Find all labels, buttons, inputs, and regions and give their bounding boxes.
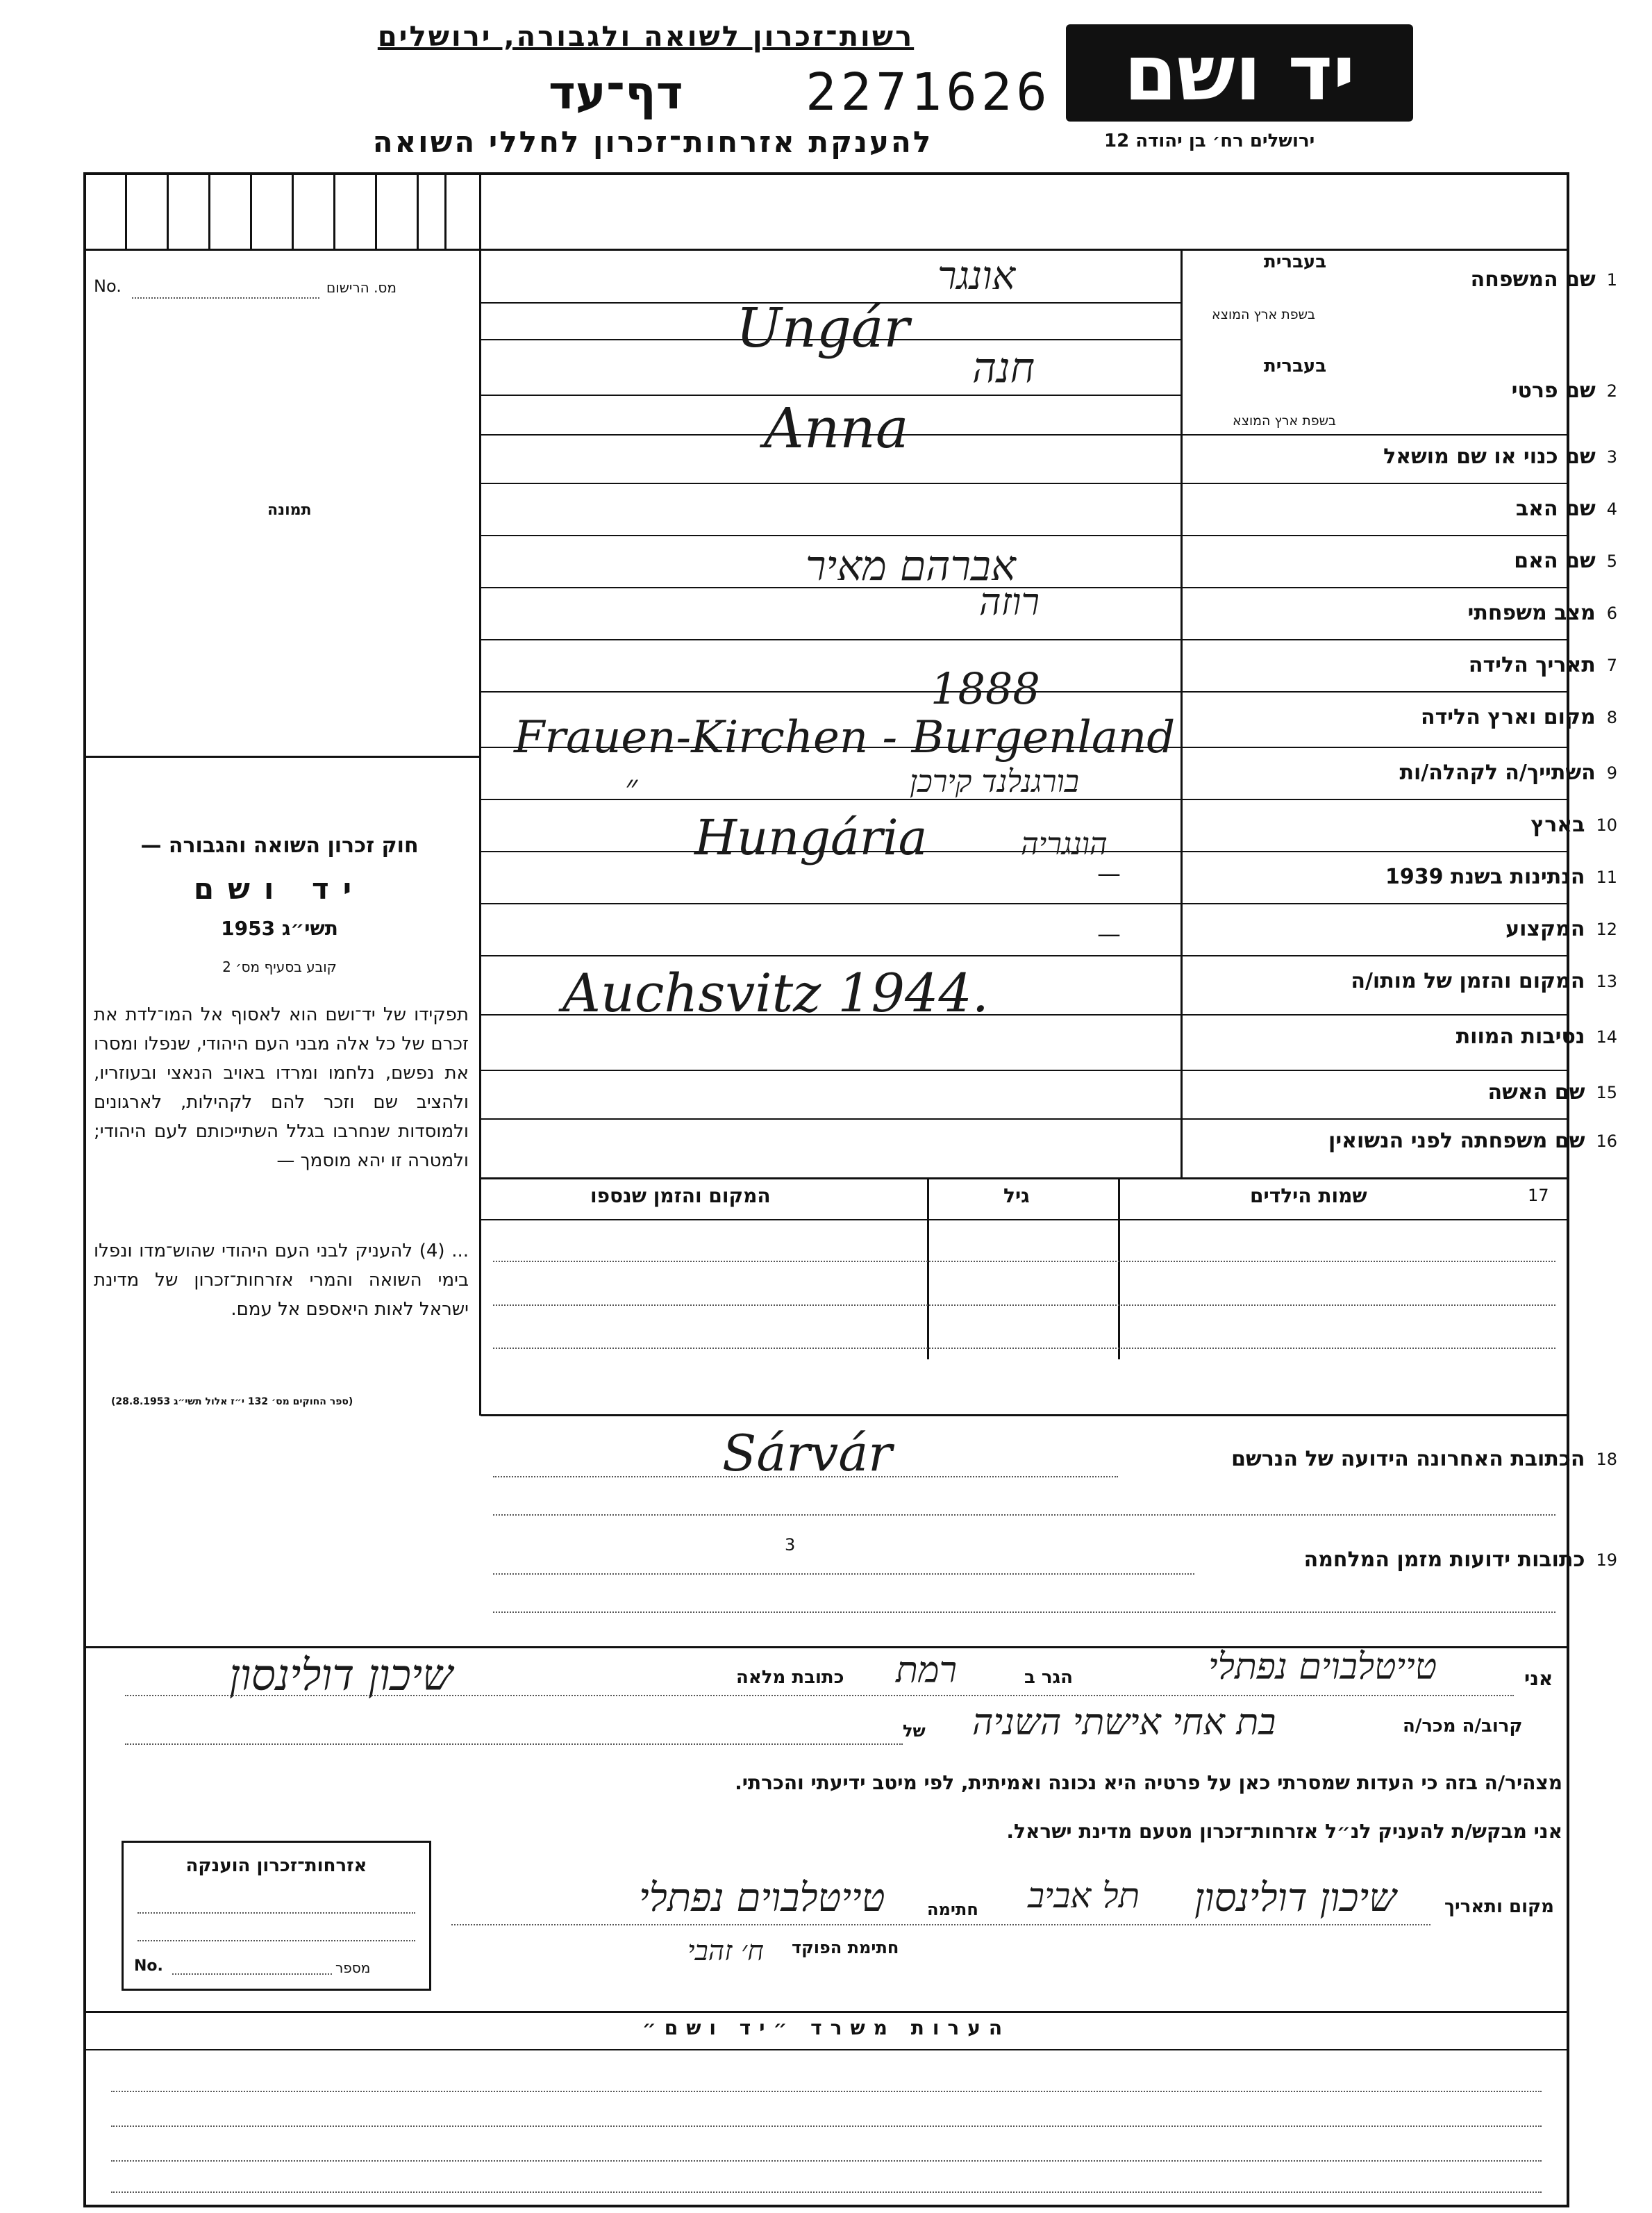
country-hebrew-value: הונגריה [1021,827,1108,862]
law-year: תשי״ג 1953 [221,917,338,940]
reg-label: מס. הרישום [326,279,397,296]
field-4-label: 4 שם האב [1515,497,1617,521]
field-14-label: 14 נסיבות המוות [1455,1025,1617,1049]
nationality-dash: — [1097,860,1121,888]
decl-officer-signature: ח׳ זהבי [687,1935,764,1967]
decl-request: אני מבקש/ת להעניק לנ״ל אזרחות־זכרון מטעם מדינת ישראל. [1006,1820,1562,1843]
cert-box-title: אזרחות־זכרון הוענקה [185,1855,367,1876]
surname-native-value: Ungár [736,297,910,360]
last-address-value: Sárvár [722,1424,892,1482]
decl-place-city: תל אביב [1028,1875,1140,1916]
citizenship-granted-box [122,1841,431,1991]
field-8-label: 8 מקום וארץ הלידה [1420,705,1617,729]
field-3-label: 3 שם כנוי או שם מושאל [1383,445,1617,469]
profession-dash: — [1097,920,1121,948]
decl-city-value: רמת [896,1650,958,1691]
decl-statement: מצהיר/ה בזה כי העדות שמסרתי כאן על פרטיה היא נכונה ואמיתית, לפי מיטב ידיעתי והכרתי. [735,1771,1562,1794]
decl-signer-name: טייטלבוים נפתלי [1208,1646,1437,1688]
community-value: בורגנלנד קירכן [910,764,1079,799]
field-18-label: 18 הכתובת האחרונה הידועה של הנרשם [1231,1447,1617,1471]
yad-vashem-logo: יד ושם [1066,24,1413,122]
children-age-header: גיל [1003,1184,1030,1207]
decl-officer-label: חתימת הפוקד [792,1938,899,1957]
field-11-label: 11 הנתינות בשנת 1939 [1385,865,1617,889]
form-number: 2271626 [806,63,1051,122]
community-ditto: ״ [625,768,638,806]
authority-name: רשות־זכרון לשואה ולגבורה, ירושלים [377,21,915,53]
country-value: Hungária [694,809,928,866]
decl-relative-label: קרוב/ה מכר/ה [1403,1716,1523,1737]
decl-full-address-label: כתובת מלאה [736,1667,844,1688]
birth-place-value: Frauen-Kirchen - Burgenland [514,712,1176,763]
decl-address-value: שיכון דולינסון [229,1650,453,1700]
firstname-native-value: Anna [764,396,909,461]
section-17-number: 17 [1528,1186,1549,1205]
law-reference: (ספר החוקים מס׳ 132 י״ז אלול תשי״ג 28.8.1953) [111,1396,353,1407]
frame-left [83,172,86,2207]
form-purpose: להענקת אזרחות־זכרון לחללי השואה [372,125,933,159]
law-name: יד ושם [193,872,366,906]
children-names-header: שמות הילדים [1250,1184,1367,1207]
field-15-label: 15 שם האשה [1487,1080,1617,1104]
surname-hebrew-value: אונגר [937,254,1016,299]
decl-of-label: של [903,1721,926,1741]
field-10-label: 10 בארץ [1530,813,1617,837]
reg-no-label: No. [94,276,122,296]
field-19-label: 19 כתובות ידועות מזמן המלחמה [1303,1548,1617,1572]
field-16-label: 16 שם משפחתה לפני הנשואין [1328,1129,1617,1153]
field-9-label: 9 השתייך/ה לקהלה/ות [1399,761,1617,785]
cert-no-label: No. [134,1957,163,1975]
birth-year-value: 1888 [931,663,1040,714]
small-mark: 3 [785,1535,796,1555]
law-text-1: תפקידו של יד־ושם הוא לאסוף אל המו־לדת את זכרם של כל אלה מבני העם היהודי, שנפלו ומסרו את נפשם, נלחמו ומרדו באויב הנאצי ובעוזריו, ולהציב שם וזכר להם לקהילות, לארגונים ולמוסדות שנחרבו בגלל השתייכותם לעם היהודי; ולמטרה זו יהא מוסמך — [94,1004,469,1171]
form-title: דף־עד [549,66,683,119]
decl-ani: אני [1524,1667,1553,1690]
cert-no-label-he: מספר [335,1959,371,1976]
law-text-2: ... (4) להעניק לבני העם היהודי שהוש־מדו ונפלו בימי השואה והמרי אזרחות־זכרון של מדינת ישראל לאות היאספם אל עמם. [94,1241,469,1320]
decl-resides-label: הגר ב [1024,1667,1074,1688]
father-name-value: אברהם מאיר [806,542,1016,590]
decl-place-value: שיכון דולינסון [1194,1875,1396,1921]
logo-address: ירושלים רח׳ בן יהודה 12 [1104,131,1315,151]
label-column-divider [1180,249,1183,1179]
frame-top [83,172,1569,175]
decl-signature-value: טייטלבוים נפתלי [639,1875,885,1921]
decl-signature-label: חתימה [927,1900,978,1919]
law-clause: קובע בסעיף מס׳ 2 [222,959,337,975]
left-panel-divider [479,249,481,1416]
field-2-label: 2 שם פרטי [1511,379,1617,403]
field-13-label: 13 המקום והזמן של מותו/ה [1351,969,1617,993]
decl-place-date-label: מקום ותאריך [1444,1896,1554,1917]
field-7-label: 7 תאריך הלידה [1468,653,1617,677]
death-value: Auchsvitz 1944. [562,962,989,1024]
decl-relation-value: בת אחי אישתי השניה [972,1702,1276,1743]
field-6-label: 6 מצב משפחתי [1467,601,1617,625]
field-5-label: 5 שם האם [1514,549,1617,573]
mother-name-value: רוזה [979,580,1040,624]
law-title: חוק זכרון השואה והגבורה — [140,834,419,858]
photo-label: תמונה [267,502,312,519]
field-12-label: 12 המקצוע [1505,917,1617,941]
children-place-header: המקום והזמן שנספו [590,1184,771,1207]
office-notes-title: הערות משרד ״יד ושם״ [642,2016,1011,2039]
frame-right [1567,172,1569,2207]
frame-bottom [83,2205,1569,2207]
firstname-hebrew-value: חנה [972,344,1035,392]
field-1-label: 1 שם המשפחה [1470,267,1617,292]
